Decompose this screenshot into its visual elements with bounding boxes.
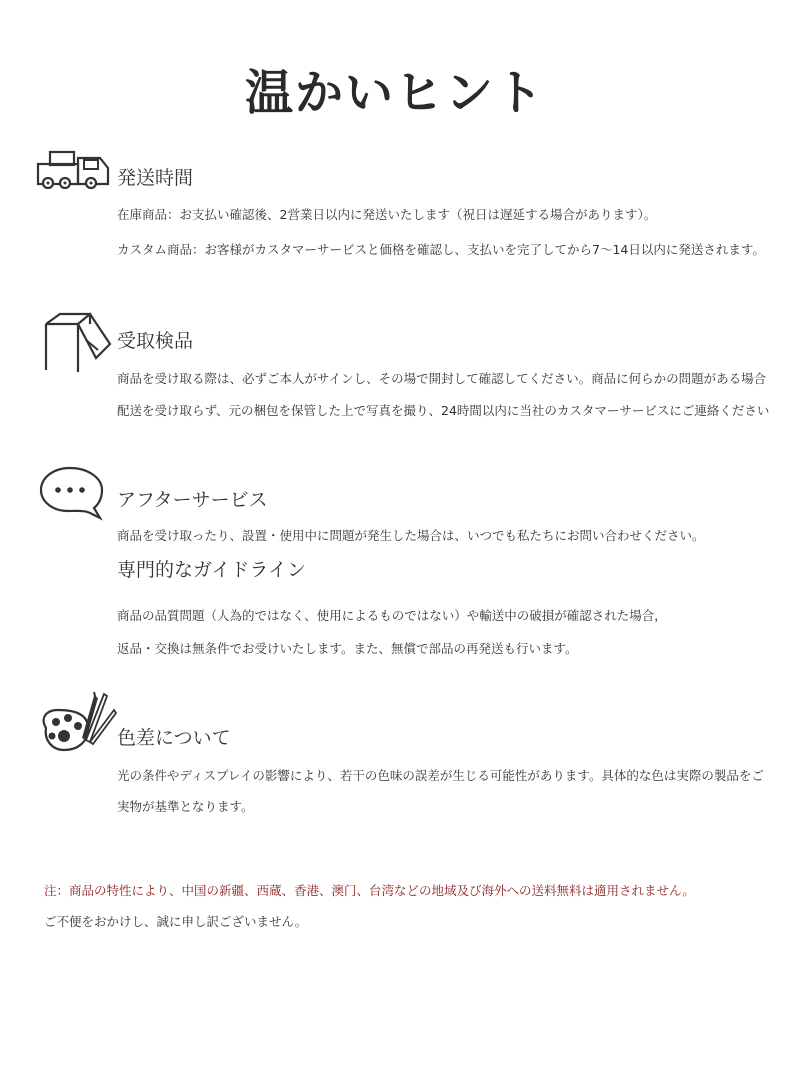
section-text-line: 実物が基準となります。	[117, 799, 254, 814]
section-heading-inspection: 受取検品	[117, 330, 194, 352]
page-title: 温かいヒント	[244, 65, 545, 121]
section-text-line: 在庫商品：お支払い確認後、2営業日以内に発送いたします（祝日は遅延する場合があります）。	[117, 207, 657, 222]
section-heading-after-sales: アフターサービス	[117, 489, 268, 511]
delivery-truck-icon	[34, 148, 114, 192]
chat-bubble-icon	[38, 464, 108, 522]
section-heading-shipping: 発送時間	[117, 167, 194, 189]
shipping-exclusion-notice: 注：商品の特性により、中国の新疆、西蔵、香港、澳门、台湾などの地域及び海外への送料無料は適用されません。	[44, 883, 695, 898]
package-box-icon	[40, 310, 112, 382]
paint-palette-icon	[38, 688, 118, 760]
apology-text: ご不便をおかけし、誠に申し訳ございません。	[44, 914, 308, 929]
section-heading-color-difference: 色差について	[117, 727, 231, 749]
section-text-line: 光の条件やディスプレイの影響により、若干の色味の誤差が生じる可能性があります。具体的な色は実際の製品をご	[117, 768, 764, 783]
section-text-line: 返品・交換は無条件でお受けいたします。また、無償で部品の再発送も行います。	[117, 641, 578, 656]
section-text-line: 商品を受け取る際は、必ずご本人がサインし、その場で開封して確認してください。商品に何らかの問題がある場合	[117, 371, 767, 386]
section-subheading-guidelines: 専門的なガイドライン	[117, 559, 306, 581]
section-text-line: 商品の品質問題（人為的ではなく、使用によるものではない）や輸送中の破損が確認された場合，	[117, 608, 667, 623]
section-text-line: カスタム商品：お客様がカスタマーサービスと価格を確認し、支払いを完了してから7～14日以内に発送されます。	[117, 242, 765, 257]
section-text-line: 商品を受け取ったり、設置・使用中に問題が発生した場合は、いつでも私たちにお問い合わせください。	[117, 528, 705, 543]
section-text-line: 配送を受け取らず、元の梱包を保管した上で写真を撮り、24時間以内に当社のカスタマーサービスにご連絡ください	[117, 403, 770, 418]
